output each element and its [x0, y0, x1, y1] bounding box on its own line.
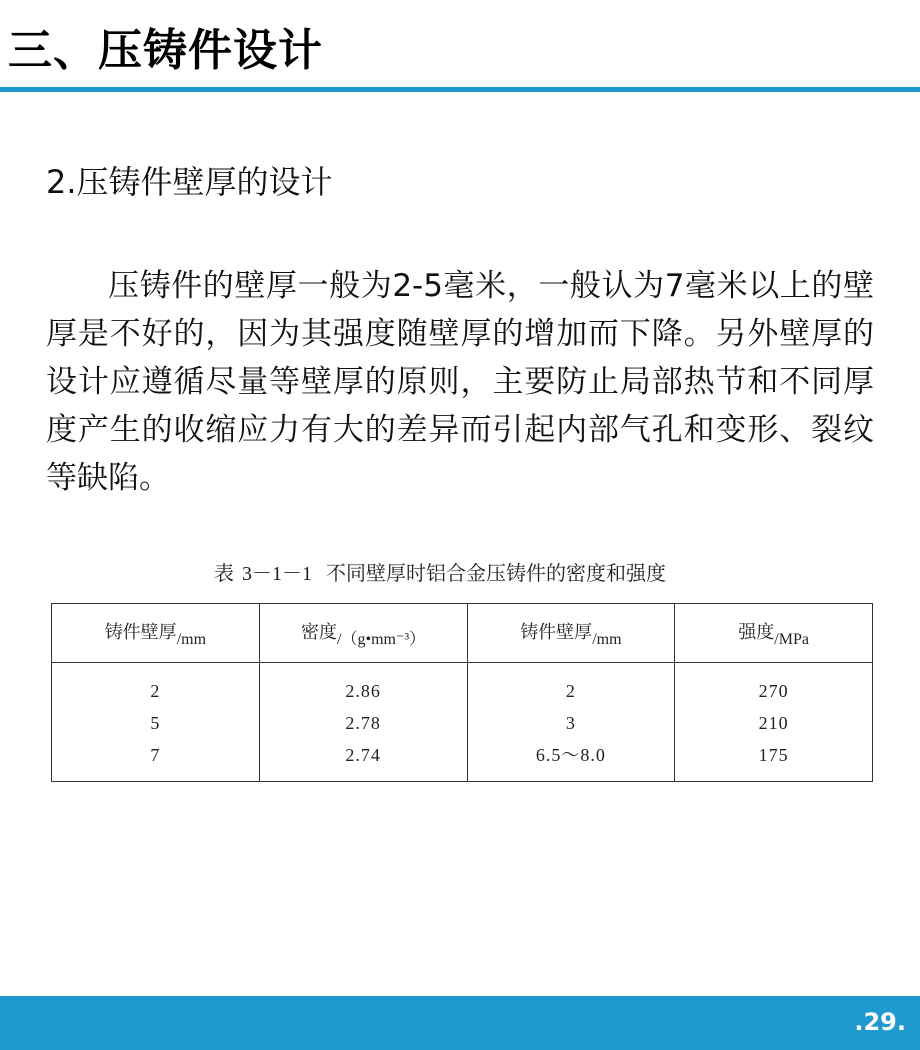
header-label: 铸件壁厚 — [520, 621, 593, 643]
cell-value: 7 — [150, 745, 161, 765]
cell-value: 175 — [758, 745, 789, 765]
cell-value: 210 — [758, 713, 789, 733]
header-label: 强度 — [738, 621, 775, 643]
cell-value: 2.74 — [345, 745, 381, 765]
header-label: 铸件壁厚 — [104, 621, 177, 643]
table-cell-density — [259, 663, 467, 782]
cell-value: 3 — [565, 713, 576, 733]
section-heading: 2.压铸件壁厚的设计 — [46, 163, 333, 201]
table-caption-text: 不同壁厚时铝合金压铸件的密度和强度 — [326, 561, 666, 585]
table-cell-wall-thickness-1 — [52, 663, 260, 782]
cell-value: 270 — [758, 681, 789, 701]
header-strength — [675, 604, 873, 663]
cell-value: 2.78 — [345, 713, 381, 733]
footer-bar — [0, 996, 920, 1050]
cell-value: 5 — [150, 713, 161, 733]
table-caption — [214, 558, 666, 589]
cell-value: 2 — [150, 681, 161, 701]
table-header-row — [52, 604, 873, 663]
density-strength-table — [51, 603, 873, 782]
header-unit: /mm — [592, 630, 622, 648]
header-density — [259, 604, 467, 663]
table-cell-wall-thickness-2 — [467, 663, 675, 782]
header-wall-thickness-1 — [52, 604, 260, 663]
body-paragraph: 压铸件的壁厚一般为2-5毫米，一般认为7毫米以上的壁厚是不好的，因为其强度随壁厚的增加而下降。另外壁厚的设计应遵循尽量等壁厚的原则，主要防止局部热节和不同厚度产生的收缩应力有大的差异而引起内部气孔和变形、裂纹等缺陷。 — [46, 268, 874, 496]
header-unit: /mm — [176, 630, 207, 648]
page-number: .29. — [854, 1008, 906, 1036]
table-caption-prefix: 表 — [214, 561, 234, 585]
header-wall-thickness-2 — [467, 604, 675, 663]
header-unit: /MPa — [774, 630, 809, 648]
header-label: 密度 — [301, 621, 338, 643]
header-unit: /（g•mm⁻³） — [337, 630, 426, 648]
header-divider — [0, 87, 920, 92]
cell-value: 6.5～8.0 — [535, 745, 606, 765]
table-caption-number: 3－1－1 — [242, 563, 312, 585]
table-cell-strength — [675, 663, 873, 782]
page-title: 三、压铸件设计 — [8, 25, 323, 76]
table-row — [52, 663, 873, 782]
cell-value: 2 — [565, 681, 576, 701]
cell-value: 2.86 — [345, 681, 381, 701]
